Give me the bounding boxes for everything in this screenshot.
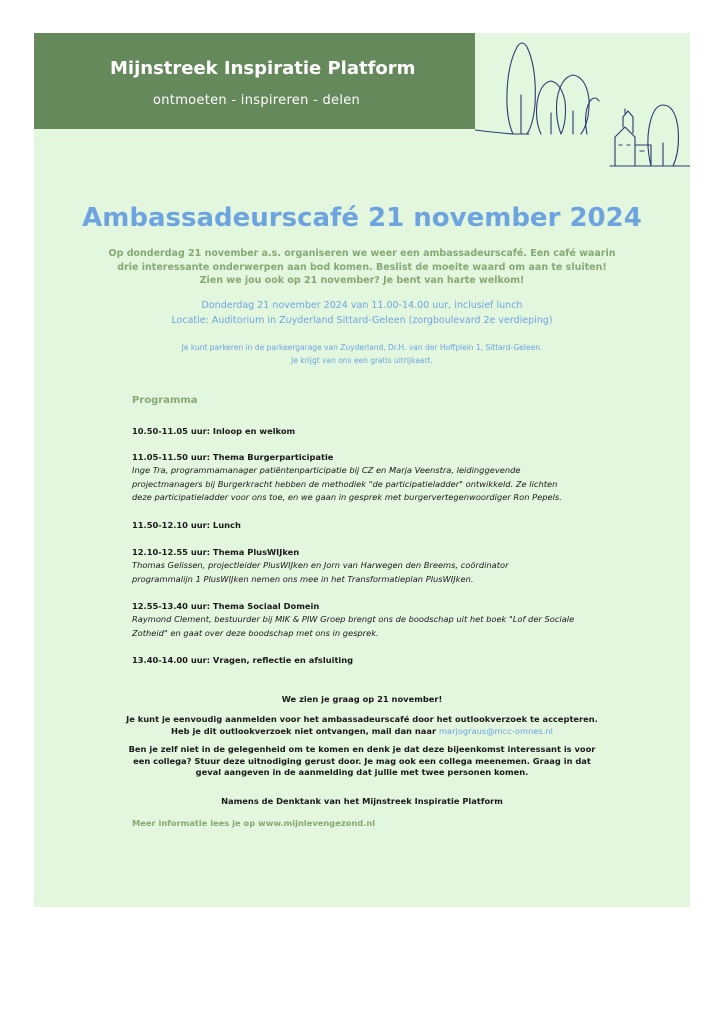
signature: Namens de Denktank van het Mijnstreek Inspiratie Platform (221, 796, 503, 806)
contact-email-link[interactable]: marjograus@mcc-omnes.nl (438, 725, 553, 736)
program-time: 11.05-11.50 uur: Thema Burgerparticipatie (132, 452, 334, 462)
program-item (132, 546, 602, 586)
program-time: 13.40-14.00 uur: Vragen, reflectie en afsluiting (132, 655, 354, 665)
program-time: 12.10-12.55 uur: Thema PlusWIJken (132, 547, 300, 557)
parking-info (100, 341, 624, 367)
see-you-text: We zien je graag op 21 november! (281, 694, 443, 704)
event-date: Donderdag 21 november 2024 van 11.00-14.00 uur, inclusief lunch (201, 300, 523, 311)
intro-paragraph (100, 247, 624, 288)
invite-line: geval aangeven in de aanmelding dat jullie met twee personen komen. (195, 767, 529, 777)
program-item (132, 451, 602, 504)
header-subtitle: ontmoeten - inspireren - delen (153, 93, 361, 108)
invite-line: Ben je zelf niet in de gelegenheid om te komen en denk je dat deze bijeenkomst interessant is voor (128, 744, 596, 754)
program-time: 10.50-11.05 uur: Inloop en welkom (132, 426, 296, 436)
program-description: deze participatieladder voor ons toe, en we gaan in gesprek met burgervertegenwoordiger Ron Pepels. (132, 491, 562, 502)
program-item (132, 425, 602, 438)
event-details (100, 298, 624, 328)
invite-line: een collega? Stuur deze uitnodiging gerust door. Je mag ook een collega meenemen. Graag in dat (133, 755, 591, 766)
invite-colleague-text (110, 744, 614, 779)
program-description: projectmanagers bij Burgerkracht hebben de methodiek "de participatieladder" ontwikkeld. Ze lichten (132, 478, 558, 489)
more-info-link[interactable]: Meer informatie lees je op www.mijnlevengezond.nl (132, 818, 376, 828)
event-title: Ambassadeurscafé 21 november 2024 (82, 203, 642, 233)
registration-line: Heb je dit outlookverzoek niet ontvangen, mail dan naar (171, 725, 437, 736)
program-item (132, 654, 602, 667)
intro-line: drie interessante onderwerpen aan bod komen. Beslist de moeite waard om aan te sluiten! (117, 261, 607, 273)
program-item (132, 519, 602, 532)
program-time: 12.55-13.40 uur: Thema Sociaal Domein (132, 601, 320, 611)
program-heading: Programma (132, 395, 198, 406)
registration-text (110, 714, 614, 737)
program-description: programmalijn 1 PlusWIJken nemen ons mee in het Transformatieplan PlusWIJken. (132, 573, 474, 584)
program-description: Zotheid" en gaat over deze boodschap met ons in gesprek. (132, 627, 379, 638)
program-description: Thomas Gelissen, projectleider PlusWIJken en Jorn van Harwegen den Breems, coördinator (132, 560, 509, 571)
parking-line: Je kunt parkeren in de parkeergarage van Zuyderland, Dr.H. van der Hoffplein 1, Sittard-Geleen. (181, 343, 543, 352)
event-location: Locatie: Auditorium in Zuyderland Sittard-Geleen (zorgboulevard 2e verdieping) (171, 315, 553, 326)
header-banner (34, 33, 475, 129)
intro-line: Zien we jou ook op 21 november? Je bent van harte welkom! (199, 275, 525, 286)
intro-line: Op donderdag 21 november a.s. organiseren we weer een ambassadeurscafé. Een café waarin (108, 248, 616, 259)
registration-line: Je kunt je eenvoudig aanmelden voor het ambassadeurscafé door het outlookverzoek te accepteren. (126, 714, 598, 724)
program-item (132, 600, 602, 640)
parking-line: Je krijgt van ons een gratis uitrijkaart. (291, 356, 433, 365)
program-description: Raymond Clement, bestuurder bij MIK & PIW Groep brengt ons de boodschap uit het boek "Lof der Sociale (132, 614, 575, 625)
program-time: 11.50-12.10 uur: Lunch (132, 520, 241, 530)
program-description: Inge Tra, programmamanager patiëntenparticipatie bij CZ en Marja Veenstra, leidinggevende (132, 465, 521, 476)
header-title: Mijnstreek Inspiratie Platform (110, 58, 416, 79)
trees-church-illustration-icon (475, 33, 690, 168)
